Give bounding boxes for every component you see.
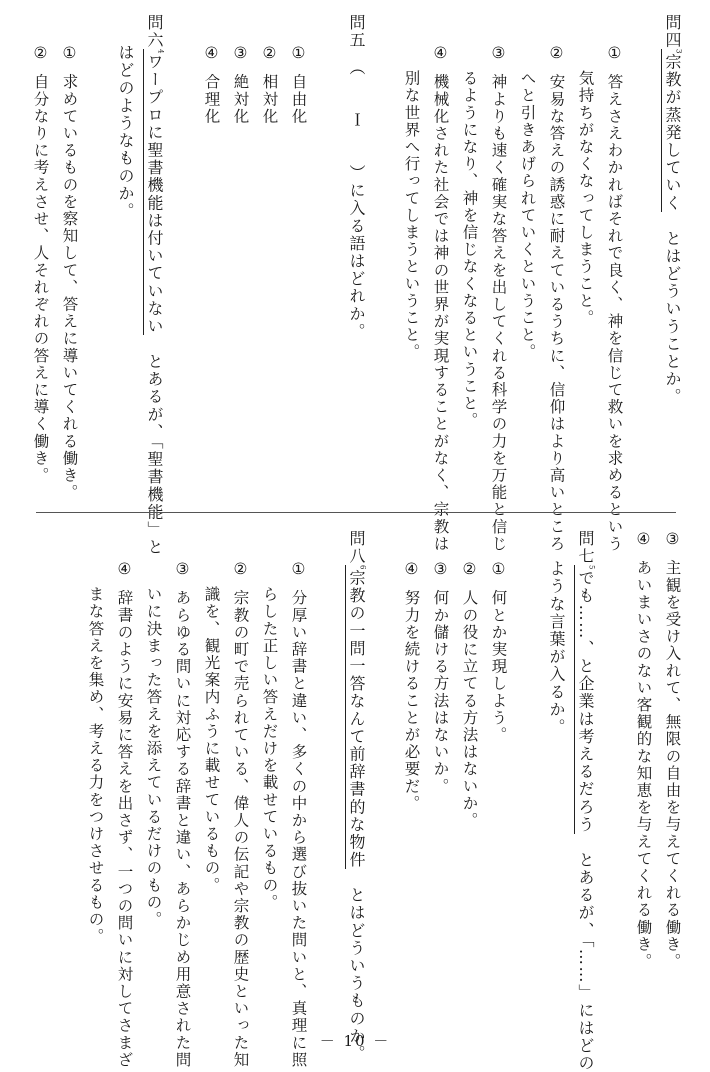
q8-option-3-number: ③ [173,560,192,580]
q8-label: 問八 [347,530,366,566]
q4-note-number: 3 [674,49,683,54]
q6-option-2: ②自分なりに考えさせ、人それぞれの答えに導く働き。 [31,44,50,485]
q7-option-2: ②人の役に立てる方法はないか。 [460,560,479,830]
q7-option-3-number: ③ [431,560,450,580]
q7-option-2-number: ② [460,560,479,580]
q6-option-2-number: ② [31,44,50,64]
q4-question-tail: とはどういうことか。 [663,229,682,406]
q4-option-4-number: ④ [431,44,450,64]
q5-blank: （ Ｉ ） [347,66,366,183]
q5-option-3: ③絶対化 [231,44,250,125]
q4-option-1-line-2: 気持ちがなくなってしまうこと。 [576,70,595,327]
q8-option-2-line-1: ②宗教の町で売られている、偉人の伝記や宗教の歴史といった知 [231,560,250,1069]
q8-heading [348,530,365,1062]
q5-option-1-number: ① [289,44,308,64]
q7-question-tail-2: ような言葉が入るか。 [547,560,566,736]
q6-question-tail-2: はどのようなものか。 [116,44,135,220]
q7-label: 問七 [576,530,595,566]
q6-note-number: 4 [156,49,165,54]
q4-option-2-number: ② [547,44,566,64]
q4-label: 問四 [663,14,682,50]
q8-option-3-line-1: ③あらゆる問いに対応する辞書と違い、あらかじめ用意された問 [173,560,192,1069]
q4-option-2-line-1: ②安易な答えの誘惑に耐えているうちに、信仰はより高いところ [547,44,566,553]
q8-underlined-phrase: $^6$宗教の一問一答なんて前辞書的な物件 [347,565,367,869]
q7-question-tail-1: とあるが、「……」にはどの [576,851,595,1072]
q4-option-3-number: ③ [489,44,508,64]
q4-option-1-line-1: ①答えさえわかればそれで良く、神を信じて救いを求めるという [605,44,624,553]
q6-heading-line-2 [117,44,133,220]
q4-option-3-line-1: ③神よりも速く確実な答えを出してくれる科学の力を万能と信じ [489,44,508,553]
q5-option-1: ①自由化 [289,44,308,125]
q7-option-1-number: ① [489,560,508,580]
q6-option-4: ④あいまいさのない客観的な知恵を与えてくれる働き。 [634,530,653,971]
q8-option-4-line-1: ④辞書のように安易に答えを出さず、一つの問いに対してさまざ [115,560,134,1069]
q4-option-4-line-2: 別な世界へ行ってしまうということ。 [402,70,421,361]
q5-option-2: ②相対化 [260,44,279,125]
q8-option-3-line-2: いに決まった答えを添えているだけのもの。 [144,586,163,928]
q8-option-2-number: ② [231,560,250,580]
q6-underlined-phrase: $^4$ワープロに聖書機能は付いていない [145,49,165,336]
q5-label: 問五 [347,14,366,50]
q7-heading-line-2 [548,560,564,736]
q6-option-4-number: ④ [634,530,653,550]
q5-heading [348,14,364,340]
q8-option-1-number: ① [289,560,308,580]
q5-option-4: ④合理化 [202,44,221,125]
q8-note-number: 6 [358,565,367,570]
q4-underlined-phrase: $^3$宗教が蒸発していく [663,49,683,213]
q8-option-2-line-2: 識を、観光案内ふうに載せているもの。 [202,586,221,894]
page-number: － 10 － [319,1032,391,1050]
section-divider [36,512,676,513]
q6-option-3-number: ③ [663,530,682,550]
q6-option-1-number: ① [60,44,79,64]
q4-option-3-line-2: るようになり、神を信じなくなるということ。 [460,70,479,430]
q7-option-3: ③何か儲ける方法はないか。 [431,560,450,795]
q5-option-3-number: ③ [231,44,250,64]
q4-heading [664,14,681,406]
q8-option-4-line-2: まな答えを集め、考える力をつけさせるもの。 [86,586,105,946]
q8-question-tail: とはどういうものか。 [347,886,366,1063]
q6-label: 問六 [145,14,164,50]
q5-question-tail: に入る語はどれか。 [347,182,366,341]
q8-option-1-line-2: らした正しい答えだけを載せているもの。 [260,586,279,911]
q7-option-1: ①何とか実現しよう。 [489,560,508,744]
q6-option-1: ①求めているものを察知して、答えに導いてくれる働き。 [60,44,79,502]
q4-option-2-line-2: へと引きあげられていくということ。 [518,70,537,361]
q5-option-2-number: ② [260,44,279,64]
q4-option-1-number: ① [605,44,624,64]
q7-underlined-phrase: $^5$でも……、と企業は考えるだろう [576,565,596,834]
q8-option-4-number: ④ [115,560,134,580]
q7-option-4-number: ④ [402,560,421,580]
q6-heading-line-1 [146,14,163,556]
q7-note-number: 5 [587,565,596,570]
q4-option-4-line-1: ④機械化された社会では神の世界が実現することがなく、宗教は [431,44,450,553]
q8-option-1-line-1: ①分厚い辞書と違い、多くの中から選び抜いた問いと、真理に照 [289,560,308,1069]
q6-question-tail-1: とあるが、「聖書機能」と [145,352,164,557]
q6-option-3: ③主観を受け入れて、無限の自由を与えてくれる働き。 [663,530,682,971]
q5-option-4-number: ④ [202,44,221,64]
q7-option-4: ④努力を続けることが必要だ。 [402,560,421,812]
q7-heading-line-1 [577,530,594,1072]
